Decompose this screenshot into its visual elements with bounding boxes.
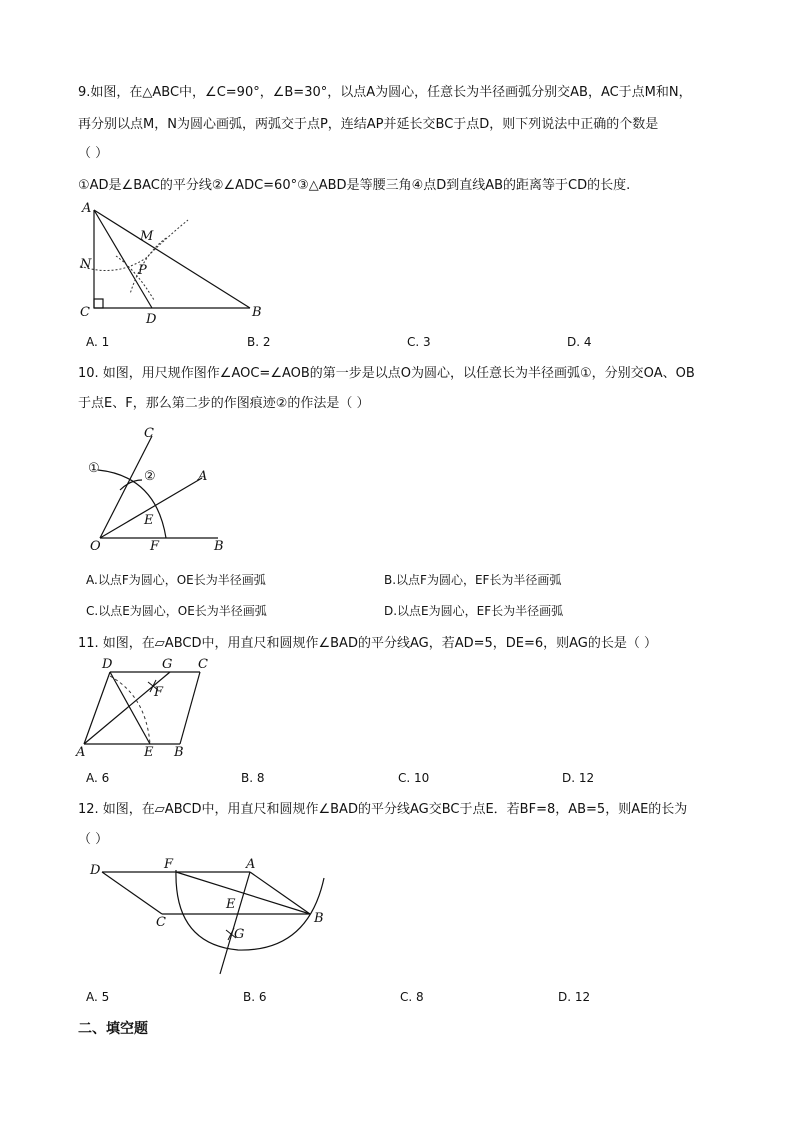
q12-side-ab [250, 872, 310, 914]
q11-option-d[interactable]: D. 12 [562, 771, 595, 785]
q10-label-b: B [214, 539, 224, 554]
q11-option-a[interactable]: A. 6 [86, 771, 110, 785]
q9-stem-line2: 再分别以点M，N为圆心画弧，两弧交于点P，连结AP并延长交BC于点D，则下列说法中正确的个数是 [78, 117, 659, 132]
q12-label-g: G [234, 927, 245, 942]
q11-label-b: B [174, 745, 184, 760]
q9-arc-mn [80, 220, 188, 271]
q9-option-b[interactable]: B. 2 [247, 335, 271, 349]
q9-arc-from-m [130, 238, 166, 294]
q9-side-ab [94, 210, 250, 308]
q10-label-c: C [144, 426, 154, 441]
q10-option-c[interactable]: C.以点E为圆心，OE长为半径画弧 [86, 604, 267, 618]
q9-label-d: D [146, 312, 157, 327]
q9-segment-ad [94, 210, 152, 308]
q11-option-b[interactable]: B. 8 [241, 771, 265, 785]
q9-label-n: N [80, 257, 92, 272]
section-heading-fill-in: 二、填空题 [78, 1021, 148, 1037]
q10-figure [86, 424, 236, 554]
q12-stem-line1: 12. 如图，在▱ABCD中，用直尺和圆规作∠BAD的平分线AG交BC于点E．若BF=8，AB=5，则AE的长为 [78, 802, 688, 817]
q9-label-p: P [138, 263, 147, 278]
q12-arc [176, 870, 324, 950]
q12-label-a: A [246, 857, 256, 872]
q11-label-e: E [144, 745, 154, 760]
q10-option-a[interactable]: A.以点F为圆心，OE长为半径画弧 [86, 573, 266, 587]
q11-label-d: D [102, 657, 113, 672]
q10-stem-line2: 于点E、F，那么第二步的作图痕迹②的作法是（ ） [78, 396, 370, 411]
q11-segment-de [110, 672, 150, 744]
q12-label-c: C [156, 915, 166, 930]
q9-label-c: C [80, 305, 90, 320]
q11-figure [76, 656, 226, 760]
q11-option-c[interactable]: C. 10 [398, 771, 430, 785]
q9-label-a: A [82, 201, 92, 216]
q9-right-angle-mark [94, 299, 103, 308]
q12-label-d: D [90, 863, 101, 878]
q10-arc-one [98, 470, 166, 538]
q12-label-e: E [226, 897, 236, 912]
q9-stem-line3: （ ） [78, 146, 109, 161]
q9-label-m: M [140, 229, 154, 244]
q12-segment-fb [176, 872, 310, 914]
q9-option-c[interactable]: C. 3 [407, 335, 431, 349]
q12-label-f: F [164, 857, 174, 872]
q9-stem-line1: 9.如图，在△ABC中，∠C=90°，∠B=30°，以点A为圆心，任意长为半径画弧分别交AB，AC于点M和N， [78, 85, 692, 100]
q10-label-f: F [150, 539, 160, 554]
q11-side-cb [180, 672, 200, 744]
q9-option-a[interactable]: A. 1 [86, 335, 110, 349]
q12-label-b: B [314, 911, 324, 926]
q9-option-d[interactable]: D. 4 [567, 335, 592, 349]
q10-option-b[interactable]: B.以点F为圆心，EF长为半径画弧 [384, 573, 562, 587]
q10-label-e: E [144, 513, 154, 528]
q11-label-g: G [162, 657, 173, 672]
q12-figure [88, 854, 330, 978]
q10-label-a: A [198, 469, 208, 484]
q12-option-c[interactable]: C. 8 [400, 990, 424, 1004]
q9-arc-from-n [116, 256, 154, 300]
q11-label-f: F [154, 685, 164, 700]
q11-stem-line1: 11. 如图，在▱ABCD中，用直尺和圆规作∠BAD的平分线AG，若AD=5，DE=6，则AG的长是（ ） [78, 636, 658, 651]
q12-option-a[interactable]: A. 5 [86, 990, 110, 1004]
q9-label-b: B [252, 305, 262, 320]
q12-option-d[interactable]: D. 12 [558, 990, 591, 1004]
q9-figure [76, 198, 276, 326]
q11-label-c: C [198, 657, 208, 672]
q12-side-cd [102, 872, 162, 914]
q12-option-b[interactable]: B. 6 [243, 990, 267, 1004]
q11-label-a: A [76, 745, 86, 760]
q12-stem-line2: （ ） [78, 832, 109, 847]
q10-label-o: O [90, 539, 101, 554]
q10-label-arc-two: ② [144, 469, 156, 484]
q10-option-d[interactable]: D.以点E为圆心，EF长为半径画弧 [384, 604, 564, 618]
q10-label-arc-one: ① [88, 461, 100, 476]
q9-statements: ①AD是∠BAC的平分线②∠ADC=60°③△ABD是等腰三角④点D到直线AB的距离等于CD的长度. [78, 178, 631, 193]
q10-stem-line1: 10. 如图，用尺规作图作∠AOC=∠AOB的第一步是以点O为圆心，以任意长为半径画弧①，分别交OA、OB [78, 366, 695, 381]
